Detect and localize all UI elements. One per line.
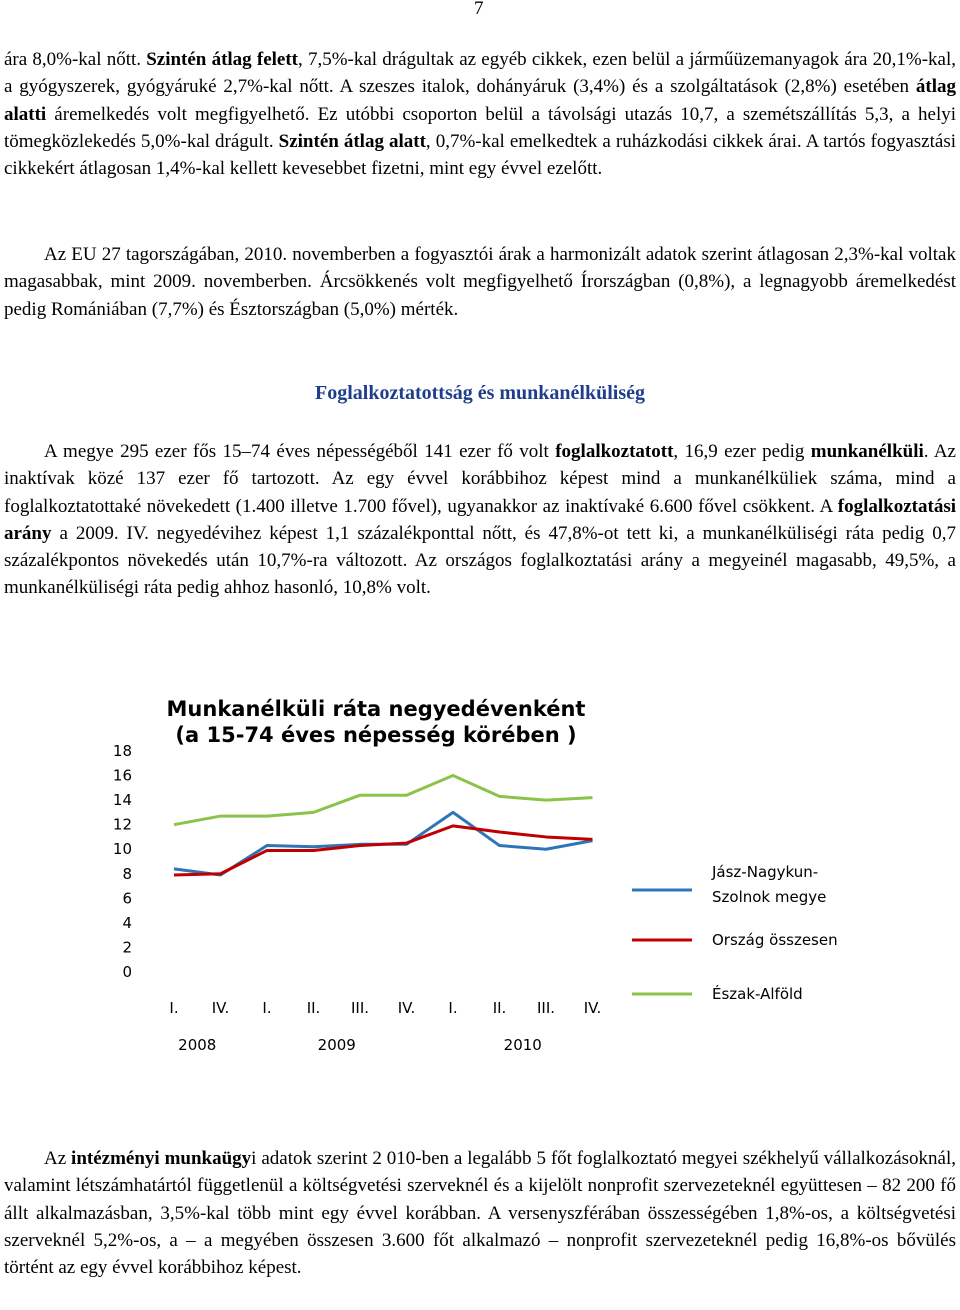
y-tick-label: 10	[112, 840, 132, 859]
bold-text: Szintén átlag felett	[146, 49, 298, 70]
x-tick-label: IV.	[397, 999, 416, 1017]
x-tick-label: I.	[448, 999, 458, 1017]
x-tick-label: III.	[350, 999, 370, 1017]
bold-text: foglalkoztatási arány	[4, 495, 956, 544]
y-tick-label: 4	[122, 913, 132, 932]
paragraph-employment	[4, 438, 956, 602]
x-tick-label: IV.	[211, 999, 230, 1017]
y-tick-label: 18	[112, 742, 132, 760]
text: Az EU 27 tagországában, 2010. novemberben a fogyasztói árak a harmonizált adatok szerint átlagosan 2,3%-kal voltak magasabbak, mint 2009. novemberben. Árcsökkenés volt megfigyelhető Írországban (0,8%), a legnagyobb áremelkedést pedig Romániában (7,7%) és Észtországban (5,0%) mérték.	[4, 244, 956, 320]
unemployment-chart	[92, 682, 892, 1092]
x-group-label: 2009	[317, 1036, 356, 1054]
bold-text: átlag alatti	[4, 76, 956, 125]
paragraph-prices	[4, 46, 956, 182]
legend-label: Szolnok megye	[712, 888, 827, 906]
legend-label: Ország összesen	[712, 931, 838, 949]
x-tick-label: II.	[306, 999, 321, 1017]
y-tick-label: 16	[112, 766, 132, 785]
text: áremelkedés volt megfigyelhető. Ez utóbbi csoporton belül a távolsági utazás 10,7, a szemétszállítás 5,3, a helyi tömegközlekedés 5,0%-kal drágult.	[4, 103, 956, 152]
text: A megye 295 ezer fős 15–74 éves népességéből 141 ezer fő volt	[44, 441, 556, 462]
x-group-label: 2008	[178, 1036, 217, 1054]
chart-title-line-2: (a 15-74 éves népesség körében )	[175, 723, 577, 747]
x-tick-label: II.	[492, 999, 507, 1017]
legend-label: Jász-Nagykun-	[712, 863, 819, 881]
text: . Az inaktívak közé 137 ezer fő tartozott. Az egy évvel korábbihoz képest mind a munkanélküliek száma, mind a foglalkoztatottaké növekedett (1.400 illetve 1.700 fővel), ugyanakkor az inaktívaké 6.600 fővel csökkent. A	[4, 441, 956, 517]
y-tick-label: 12	[112, 815, 132, 834]
x-tick-label: IV.	[583, 999, 602, 1017]
bold-text: intézményi munkaügy	[71, 1148, 252, 1169]
paragraph-eu	[4, 241, 956, 323]
y-tick-label: 0	[122, 963, 132, 981]
text: , 16,9 ezer pedig	[673, 441, 811, 462]
series-line	[174, 776, 593, 825]
y-tick-label: 2	[122, 938, 132, 957]
text: a 2009. IV. negyedévihez képest 1,1 százalékponttal nőtt, és 47,8%-ot tett ki, a munkanélküliségi ráta pedig 0,7 százalékpontos növekedés után 10,7%-ra változott. Az országos foglalkoztatási arány a megyeinél magasabb, 49,5%, a munkanélküliségi ráta pedig ahhoz hasonló, 10,8% volt.	[4, 522, 956, 599]
text: i adatok szerint 2 010-ben a legalább 5 főt foglalkoztató megyei székhelyű vállalkozásoknál, valamint létszámhatártól függetlenül a költségvetési szerveknél és a kijelölt nonprofit szervezeteknél együttesen – 82 200 fő állt alkalmazásban, 3,5%-kal több mint egy évvel korábban. A versenyszférában összességében 1,8%-os, a költségvetési szerveknél 5,2%-os, a – a megyében összesen 3.600 főt alkalmazó – nonprofit szervezeteknél pedig 16,8%-os bővülés történt az egy évvel korábbihoz képest.	[4, 1148, 956, 1279]
bold-text: foglalkoztatott	[555, 441, 674, 462]
bold-text: Szintén átlag alatt	[278, 130, 426, 152]
chart-title-line-1: Munkanélküli ráta negyedévenként	[166, 697, 586, 721]
text: , 7,5%-kal drágultak az egyéb cikkek, ezen belül a járműüzemanyagok ára 20,1%-kal, a gyógyszerek, gyógyáruké 2,7%-kal nőtt. A szeszes italok, dohányáruk (3,4%) és a szolgáltatások (2,8%) esetében	[4, 49, 956, 98]
text: , 0,7%-kal emelkedtek a ruházkodási cikkek árai. A tartós fogyasztási cikkekért átlagosan 1,4%-kal kellett kevesebbet fizetni, mint egy évvel ezelőtt.	[4, 130, 956, 180]
page-number: 7	[474, 0, 484, 19]
x-tick-label: III.	[536, 999, 556, 1017]
section-heading: Foglalkoztatottság és munkanélküliség	[314, 382, 646, 404]
paragraph-institutional	[4, 1145, 956, 1281]
x-tick-label: I.	[169, 999, 179, 1017]
y-tick-label: 8	[122, 864, 132, 883]
y-tick-label: 14	[112, 791, 132, 810]
y-tick-label: 6	[122, 889, 132, 908]
x-tick-label: I.	[262, 999, 272, 1017]
text: ára 8,0%-kal nőtt.	[4, 49, 147, 70]
bold-text: munkanélküli	[810, 441, 924, 462]
legend-label: Észak-Alföld	[712, 985, 803, 1003]
x-group-label: 2010	[503, 1036, 542, 1054]
text: Az	[44, 1148, 72, 1169]
series-line	[174, 826, 593, 875]
